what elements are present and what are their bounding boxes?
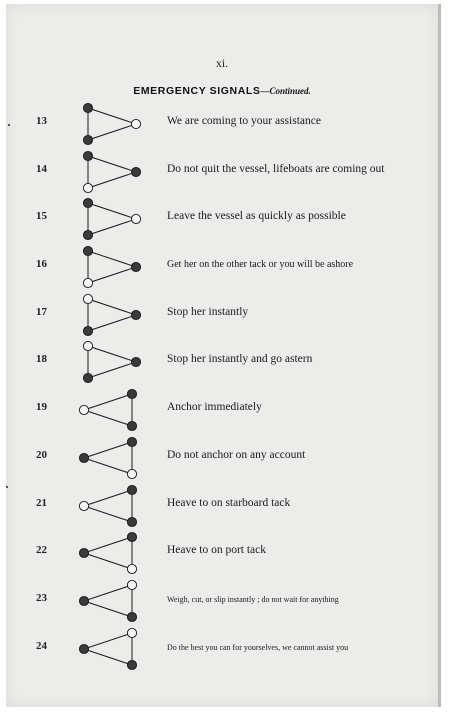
signal-line [88,346,136,378]
dark-ball [79,644,88,653]
light-ball [127,580,136,589]
signal-diagram [74,388,144,432]
signal-row [6,385,438,433]
signal-meaning: Do the best you can for yourselves, we cannot assist you [167,642,349,652]
light-ball [83,183,92,192]
signal-number: 23 [36,591,47,604]
signal-number: 21 [36,496,47,509]
signal-diagram [74,293,144,337]
signal-meaning: Heave to on port tack [167,544,266,557]
signal-diagram [74,484,144,528]
signal-row [6,337,438,385]
signal-meaning: Do not anchor on any account [167,448,306,461]
dark-ball [83,199,92,208]
light-ball [79,406,88,415]
dark-ball [127,533,136,542]
signal-line [84,537,132,569]
signal-row [6,528,438,576]
signal-row [6,194,438,242]
light-ball [127,565,136,574]
signal-number: 22 [36,544,47,557]
light-ball [131,119,140,128]
signal-diagram [74,197,144,241]
signal-line [88,251,136,283]
signal-meaning: We are coming to your assistance [167,115,321,127]
signal-diagram [74,436,144,480]
dark-ball [83,151,92,160]
signal-diagram [74,102,144,146]
signal-line [84,394,132,426]
dark-ball [83,246,92,255]
dark-ball [127,612,136,621]
heading-continued: —Continued. [260,86,311,96]
signal-row [6,576,438,624]
signal-row [6,624,438,672]
signal-line [84,490,132,522]
dark-ball [83,135,92,144]
dark-ball [131,358,140,367]
book-page [6,4,441,707]
dark-ball [79,596,88,605]
dark-ball [83,374,92,383]
light-ball [83,342,92,351]
dark-ball [127,517,136,526]
dark-ball [83,103,92,112]
signal-meaning: Get her on the other tack or you will be ashore [167,259,354,271]
signal-number: 16 [36,258,47,271]
signal-number: 20 [36,448,47,461]
signal-meaning: Leave the vessel as quickly as possible [167,210,346,223]
signal-line [84,585,132,617]
light-ball [79,501,88,510]
dark-ball [79,453,88,462]
signals-list [6,99,438,671]
light-ball [83,294,92,303]
signal-line [88,299,136,331]
signal-meaning: Do not quit the vessel, lifeboats are coming out [167,162,385,175]
signal-diagram [74,627,144,671]
dark-ball [83,231,92,240]
page-heading [6,81,438,99]
light-ball [83,278,92,287]
heading-title: EMERGENCY SIGNALS [133,85,261,97]
light-ball [127,469,136,478]
dark-ball [83,326,92,335]
dark-ball [127,485,136,494]
signal-diagram [74,245,144,289]
dark-ball [131,167,140,176]
signal-diagram [74,340,144,384]
light-ball [127,628,136,637]
signal-number: 19 [36,401,47,414]
signal-diagram [74,531,144,575]
signal-number: 18 [36,353,47,366]
page-number: xi. [215,56,229,70]
signal-number: 15 [36,210,47,223]
dark-ball [131,310,140,319]
signal-meaning: Weigh, cut, or slip instantly ; do not wait for anything [167,594,339,604]
signal-line [88,156,136,188]
signal-meaning: Heave to on starboard tack [167,496,291,509]
signal-row [6,242,438,290]
signal-meaning: Stop her instantly and go astern [167,353,313,366]
signal-number: 13 [36,115,47,127]
dark-ball [127,422,136,431]
signal-number: 14 [36,162,47,175]
dark-ball [127,390,136,399]
signal-row [6,433,438,481]
signal-line [88,108,136,140]
signal-meaning: Anchor immediately [167,401,262,414]
signal-row [6,147,438,195]
signal-number: 24 [36,639,47,652]
signal-meaning: Stop her instantly [167,305,249,318]
signal-row [6,290,438,338]
signal-line [88,203,136,235]
signal-number: 17 [36,305,47,318]
signal-diagram [74,579,144,623]
dark-ball [127,437,136,446]
light-ball [131,215,140,224]
signal-line [84,442,132,474]
dark-ball [79,549,88,558]
dark-ball [127,660,136,669]
signal-line [84,633,132,665]
signal-row [6,481,438,529]
signal-diagram [74,150,144,194]
signal-row [6,99,438,147]
dark-ball [131,262,140,271]
